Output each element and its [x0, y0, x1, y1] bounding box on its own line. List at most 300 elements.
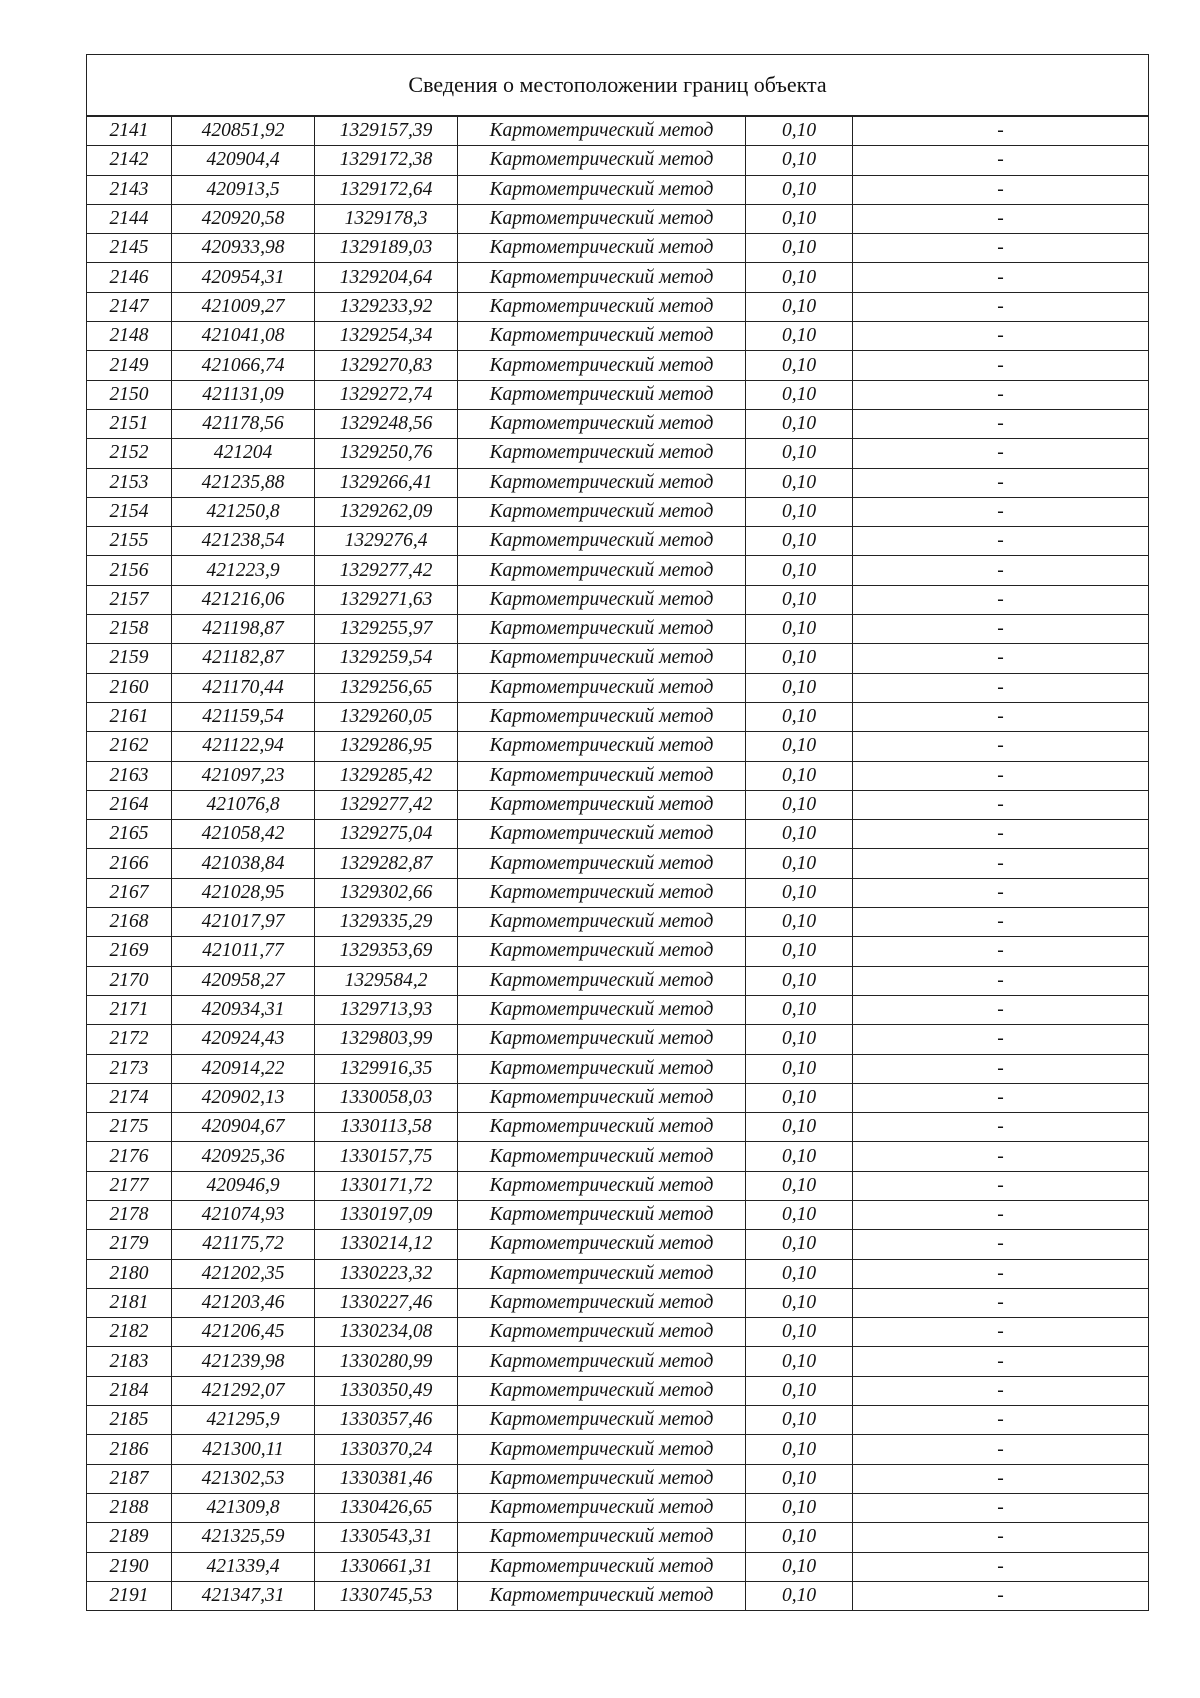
table-row: [87, 702, 1149, 731]
table-row: [87, 615, 1149, 644]
table-row: [87, 234, 1149, 263]
x-coordinate-cell: 420904,4: [172, 146, 315, 175]
method-cell: Картометрический метод: [458, 849, 746, 878]
description-cell: -: [853, 585, 1149, 614]
x-coordinate-cell: 421250,8: [172, 497, 315, 526]
description-cell: -: [853, 702, 1149, 731]
x-coordinate-cell: 421017,97: [172, 908, 315, 937]
method-cell: Картометрический метод: [458, 1406, 746, 1435]
point-number-cell: 2164: [87, 790, 172, 819]
method-cell: Картометрический метод: [458, 1464, 746, 1493]
method-cell: Картометрический метод: [458, 820, 746, 849]
y-coordinate-cell: 1330227,46: [315, 1288, 458, 1317]
description-cell: -: [853, 1464, 1149, 1493]
description-cell: -: [853, 1200, 1149, 1229]
y-coordinate-cell: 1329157,39: [315, 116, 458, 146]
description-cell: -: [853, 527, 1149, 556]
table-row: [87, 1142, 1149, 1171]
accuracy-cell: 0,10: [746, 351, 853, 380]
method-cell: Картометрический метод: [458, 1435, 746, 1464]
accuracy-cell: 0,10: [746, 527, 853, 556]
x-coordinate-cell: 420924,43: [172, 1025, 315, 1054]
method-cell: Картометрический метод: [458, 1318, 746, 1347]
y-coordinate-cell: 1330214,12: [315, 1230, 458, 1259]
point-number-cell: 2146: [87, 263, 172, 292]
description-cell: -: [853, 1376, 1149, 1405]
description-cell: -: [853, 1347, 1149, 1376]
accuracy-cell: 0,10: [746, 732, 853, 761]
method-cell: Картометрический метод: [458, 937, 746, 966]
y-coordinate-cell: 1329270,83: [315, 351, 458, 380]
y-coordinate-cell: 1330223,32: [315, 1259, 458, 1288]
method-cell: Картометрический метод: [458, 615, 746, 644]
table-row: [87, 204, 1149, 233]
table-row: [87, 439, 1149, 468]
table-row: [87, 1523, 1149, 1552]
point-number-cell: 2159: [87, 644, 172, 673]
table-row: [87, 1200, 1149, 1229]
y-coordinate-cell: 1329353,69: [315, 937, 458, 966]
x-coordinate-cell: 421216,06: [172, 585, 315, 614]
description-cell: -: [853, 673, 1149, 702]
method-cell: Картометрический метод: [458, 146, 746, 175]
point-number-cell: 2190: [87, 1552, 172, 1581]
table-row: [87, 527, 1149, 556]
accuracy-cell: 0,10: [746, 556, 853, 585]
accuracy-cell: 0,10: [746, 1435, 853, 1464]
table-row: [87, 1259, 1149, 1288]
table-row: [87, 1347, 1149, 1376]
accuracy-cell: 0,10: [746, 761, 853, 790]
method-cell: Картометрический метод: [458, 1581, 746, 1610]
description-cell: -: [853, 1142, 1149, 1171]
accuracy-cell: 0,10: [746, 1552, 853, 1581]
point-number-cell: 2145: [87, 234, 172, 263]
description-cell: -: [853, 1288, 1149, 1317]
accuracy-cell: 0,10: [746, 878, 853, 907]
point-number-cell: 2186: [87, 1435, 172, 1464]
x-coordinate-cell: 421097,23: [172, 761, 315, 790]
method-cell: Картометрический метод: [458, 1523, 746, 1552]
point-number-cell: 2177: [87, 1171, 172, 1200]
description-cell: -: [853, 937, 1149, 966]
table-row: [87, 292, 1149, 321]
y-coordinate-cell: 1330370,24: [315, 1435, 458, 1464]
table-row: [87, 644, 1149, 673]
x-coordinate-cell: 421302,53: [172, 1464, 315, 1493]
method-cell: Картометрический метод: [458, 1113, 746, 1142]
point-number-cell: 2189: [87, 1523, 172, 1552]
y-coordinate-cell: 1330058,03: [315, 1083, 458, 1112]
point-number-cell: 2144: [87, 204, 172, 233]
accuracy-cell: 0,10: [746, 175, 853, 204]
accuracy-cell: 0,10: [746, 380, 853, 409]
x-coordinate-cell: 421170,44: [172, 673, 315, 702]
point-number-cell: 2151: [87, 409, 172, 438]
y-coordinate-cell: 1329277,42: [315, 790, 458, 819]
description-cell: -: [853, 1318, 1149, 1347]
table-row: [87, 175, 1149, 204]
table-row: [87, 1171, 1149, 1200]
x-coordinate-cell: 421028,95: [172, 878, 315, 907]
description-cell: -: [853, 1406, 1149, 1435]
y-coordinate-cell: 1330280,99: [315, 1347, 458, 1376]
point-number-cell: 2160: [87, 673, 172, 702]
accuracy-cell: 0,10: [746, 1113, 853, 1142]
method-cell: Картометрический метод: [458, 702, 746, 731]
point-number-cell: 2158: [87, 615, 172, 644]
accuracy-cell: 0,10: [746, 849, 853, 878]
method-cell: Картометрический метод: [458, 1054, 746, 1083]
accuracy-cell: 0,10: [746, 908, 853, 937]
description-cell: -: [853, 322, 1149, 351]
method-cell: Картометрический метод: [458, 1171, 746, 1200]
method-cell: Картометрический метод: [458, 644, 746, 673]
x-coordinate-cell: 421159,54: [172, 702, 315, 731]
method-cell: Картометрический метод: [458, 497, 746, 526]
point-number-cell: 2182: [87, 1318, 172, 1347]
point-number-cell: 2166: [87, 849, 172, 878]
point-number-cell: 2149: [87, 351, 172, 380]
table-row: [87, 673, 1149, 702]
table-row: [87, 1552, 1149, 1581]
point-number-cell: 2184: [87, 1376, 172, 1405]
y-coordinate-cell: 1329302,66: [315, 878, 458, 907]
description-cell: -: [853, 1552, 1149, 1581]
x-coordinate-cell: 421131,09: [172, 380, 315, 409]
description-cell: -: [853, 1259, 1149, 1288]
method-cell: Картометрический метод: [458, 468, 746, 497]
table-row: [87, 263, 1149, 292]
method-cell: Картометрический метод: [458, 1288, 746, 1317]
method-cell: Картометрический метод: [458, 790, 746, 819]
description-cell: -: [853, 995, 1149, 1024]
description-cell: -: [853, 1435, 1149, 1464]
y-coordinate-cell: 1329260,05: [315, 702, 458, 731]
point-number-cell: 2188: [87, 1493, 172, 1522]
table-row: [87, 409, 1149, 438]
x-coordinate-cell: 420913,5: [172, 175, 315, 204]
method-cell: Картометрический метод: [458, 1493, 746, 1522]
x-coordinate-cell: 421066,74: [172, 351, 315, 380]
method-cell: Картометрический метод: [458, 1376, 746, 1405]
y-coordinate-cell: 1329172,38: [315, 146, 458, 175]
table-row: [87, 116, 1149, 146]
table-row: [87, 1435, 1149, 1464]
boundary-points-table: [86, 54, 1149, 1611]
description-cell: -: [853, 790, 1149, 819]
accuracy-cell: 0,10: [746, 790, 853, 819]
accuracy-cell: 0,10: [746, 673, 853, 702]
description-cell: -: [853, 1581, 1149, 1610]
accuracy-cell: 0,10: [746, 1083, 853, 1112]
point-number-cell: 2175: [87, 1113, 172, 1142]
accuracy-cell: 0,10: [746, 322, 853, 351]
accuracy-cell: 0,10: [746, 1025, 853, 1054]
point-number-cell: 2180: [87, 1259, 172, 1288]
y-coordinate-cell: 1329172,64: [315, 175, 458, 204]
method-cell: Картометрический метод: [458, 527, 746, 556]
x-coordinate-cell: 420933,98: [172, 234, 315, 263]
table-row: [87, 1493, 1149, 1522]
table-row: [87, 732, 1149, 761]
table-row: [87, 380, 1149, 409]
point-number-cell: 2165: [87, 820, 172, 849]
point-number-cell: 2143: [87, 175, 172, 204]
accuracy-cell: 0,10: [746, 1230, 853, 1259]
table-row: [87, 556, 1149, 585]
x-coordinate-cell: 421203,46: [172, 1288, 315, 1317]
table-row: [87, 1025, 1149, 1054]
table-row: [87, 1406, 1149, 1435]
y-coordinate-cell: 1329204,64: [315, 263, 458, 292]
accuracy-cell: 0,10: [746, 1347, 853, 1376]
point-number-cell: 2172: [87, 1025, 172, 1054]
method-cell: Картометрический метод: [458, 1200, 746, 1229]
accuracy-cell: 0,10: [746, 234, 853, 263]
x-coordinate-cell: 420958,27: [172, 966, 315, 995]
x-coordinate-cell: 421074,93: [172, 1200, 315, 1229]
x-coordinate-cell: 421182,87: [172, 644, 315, 673]
table-row: [87, 937, 1149, 966]
point-number-cell: 2155: [87, 527, 172, 556]
point-number-cell: 2141: [87, 116, 172, 146]
table-row: [87, 351, 1149, 380]
table-row: [87, 146, 1149, 175]
method-cell: Картометрический метод: [458, 1083, 746, 1112]
x-coordinate-cell: 420920,58: [172, 204, 315, 233]
x-coordinate-cell: 420904,67: [172, 1113, 315, 1142]
y-coordinate-cell: 1329275,04: [315, 820, 458, 849]
table-title-row: [87, 55, 1149, 117]
accuracy-cell: 0,10: [746, 1288, 853, 1317]
description-cell: -: [853, 439, 1149, 468]
accuracy-cell: 0,10: [746, 497, 853, 526]
method-cell: Картометрический метод: [458, 116, 746, 146]
x-coordinate-cell: 421238,54: [172, 527, 315, 556]
table-title: Сведения о местоположении границ объекта: [87, 55, 1149, 117]
method-cell: Картометрический метод: [458, 292, 746, 321]
y-coordinate-cell: 1329266,41: [315, 468, 458, 497]
description-cell: -: [853, 1493, 1149, 1522]
accuracy-cell: 0,10: [746, 1464, 853, 1493]
description-cell: -: [853, 1025, 1149, 1054]
table-row: [87, 878, 1149, 907]
x-coordinate-cell: 420902,13: [172, 1083, 315, 1112]
description-cell: -: [853, 1054, 1149, 1083]
y-coordinate-cell: 1330113,58: [315, 1113, 458, 1142]
accuracy-cell: 0,10: [746, 1581, 853, 1610]
y-coordinate-cell: 1329248,56: [315, 409, 458, 438]
description-cell: -: [853, 351, 1149, 380]
y-coordinate-cell: 1330350,49: [315, 1376, 458, 1405]
description-cell: -: [853, 468, 1149, 497]
y-coordinate-cell: 1329250,76: [315, 439, 458, 468]
accuracy-cell: 0,10: [746, 1376, 853, 1405]
x-coordinate-cell: 420934,31: [172, 995, 315, 1024]
point-number-cell: 2150: [87, 380, 172, 409]
table-row: [87, 1083, 1149, 1112]
table-body: [87, 55, 1149, 1611]
x-coordinate-cell: 421175,72: [172, 1230, 315, 1259]
description-cell: -: [853, 820, 1149, 849]
x-coordinate-cell: 420954,31: [172, 263, 315, 292]
description-cell: -: [853, 615, 1149, 644]
y-coordinate-cell: 1329285,42: [315, 761, 458, 790]
x-coordinate-cell: 421347,31: [172, 1581, 315, 1610]
point-number-cell: 2162: [87, 732, 172, 761]
y-coordinate-cell: 1329286,95: [315, 732, 458, 761]
table-row: [87, 1581, 1149, 1610]
accuracy-cell: 0,10: [746, 820, 853, 849]
accuracy-cell: 0,10: [746, 937, 853, 966]
table-row: [87, 1054, 1149, 1083]
point-number-cell: 2154: [87, 497, 172, 526]
x-coordinate-cell: 421122,94: [172, 732, 315, 761]
method-cell: Картометрический метод: [458, 995, 746, 1024]
table-row: [87, 585, 1149, 614]
point-number-cell: 2183: [87, 1347, 172, 1376]
y-coordinate-cell: 1330745,53: [315, 1581, 458, 1610]
y-coordinate-cell: 1330197,09: [315, 1200, 458, 1229]
point-number-cell: 2191: [87, 1581, 172, 1610]
y-coordinate-cell: 1329803,99: [315, 1025, 458, 1054]
accuracy-cell: 0,10: [746, 615, 853, 644]
method-cell: Картометрический метод: [458, 732, 746, 761]
y-coordinate-cell: 1330426,65: [315, 1493, 458, 1522]
y-coordinate-cell: 1329335,29: [315, 908, 458, 937]
method-cell: Картометрический метод: [458, 761, 746, 790]
accuracy-cell: 0,10: [746, 1493, 853, 1522]
description-cell: -: [853, 234, 1149, 263]
y-coordinate-cell: 1330543,31: [315, 1523, 458, 1552]
y-coordinate-cell: 1329276,4: [315, 527, 458, 556]
accuracy-cell: 0,10: [746, 468, 853, 497]
point-number-cell: 2168: [87, 908, 172, 937]
x-coordinate-cell: 421300,11: [172, 1435, 315, 1464]
table-row: [87, 1376, 1149, 1405]
description-cell: -: [853, 761, 1149, 790]
method-cell: Картометрический метод: [458, 556, 746, 585]
method-cell: Картометрический метод: [458, 673, 746, 702]
y-coordinate-cell: 1329584,2: [315, 966, 458, 995]
method-cell: Картометрический метод: [458, 380, 746, 409]
y-coordinate-cell: 1330357,46: [315, 1406, 458, 1435]
y-coordinate-cell: 1330171,72: [315, 1171, 458, 1200]
point-number-cell: 2185: [87, 1406, 172, 1435]
description-cell: -: [853, 1113, 1149, 1142]
point-number-cell: 2148: [87, 322, 172, 351]
x-coordinate-cell: 420914,22: [172, 1054, 315, 1083]
y-coordinate-cell: 1329282,87: [315, 849, 458, 878]
point-number-cell: 2142: [87, 146, 172, 175]
x-coordinate-cell: 421038,84: [172, 849, 315, 878]
accuracy-cell: 0,10: [746, 702, 853, 731]
point-number-cell: 2167: [87, 878, 172, 907]
method-cell: Картометрический метод: [458, 1025, 746, 1054]
description-cell: -: [853, 966, 1149, 995]
description-cell: -: [853, 1083, 1149, 1112]
x-coordinate-cell: 421239,98: [172, 1347, 315, 1376]
table-row: [87, 908, 1149, 937]
x-coordinate-cell: 421202,35: [172, 1259, 315, 1288]
accuracy-cell: 0,10: [746, 1259, 853, 1288]
method-cell: Картометрический метод: [458, 409, 746, 438]
y-coordinate-cell: 1329254,34: [315, 322, 458, 351]
document-page: [86, 54, 1148, 1611]
description-cell: -: [853, 1523, 1149, 1552]
method-cell: Картометрический метод: [458, 263, 746, 292]
x-coordinate-cell: 421198,87: [172, 615, 315, 644]
method-cell: Картометрический метод: [458, 439, 746, 468]
x-coordinate-cell: 420851,92: [172, 116, 315, 146]
x-coordinate-cell: 421235,88: [172, 468, 315, 497]
description-cell: -: [853, 556, 1149, 585]
table-row: [87, 1113, 1149, 1142]
point-number-cell: 2152: [87, 439, 172, 468]
method-cell: Картометрический метод: [458, 1230, 746, 1259]
x-coordinate-cell: 421292,07: [172, 1376, 315, 1405]
point-number-cell: 2181: [87, 1288, 172, 1317]
accuracy-cell: 0,10: [746, 1054, 853, 1083]
description-cell: -: [853, 908, 1149, 937]
point-number-cell: 2174: [87, 1083, 172, 1112]
x-coordinate-cell: 421076,8: [172, 790, 315, 819]
table-row: [87, 468, 1149, 497]
point-number-cell: 2163: [87, 761, 172, 790]
x-coordinate-cell: 421011,77: [172, 937, 315, 966]
description-cell: -: [853, 263, 1149, 292]
y-coordinate-cell: 1329178,3: [315, 204, 458, 233]
x-coordinate-cell: 420925,36: [172, 1142, 315, 1171]
x-coordinate-cell: 421223,9: [172, 556, 315, 585]
point-number-cell: 2170: [87, 966, 172, 995]
table-row: [87, 1464, 1149, 1493]
description-cell: -: [853, 732, 1149, 761]
table-row: [87, 1318, 1149, 1347]
x-coordinate-cell: 421339,4: [172, 1552, 315, 1581]
accuracy-cell: 0,10: [746, 1406, 853, 1435]
description-cell: -: [853, 116, 1149, 146]
description-cell: -: [853, 204, 1149, 233]
description-cell: -: [853, 380, 1149, 409]
y-coordinate-cell: 1330234,08: [315, 1318, 458, 1347]
x-coordinate-cell: 421178,56: [172, 409, 315, 438]
method-cell: Картометрический метод: [458, 966, 746, 995]
description-cell: -: [853, 497, 1149, 526]
point-number-cell: 2178: [87, 1200, 172, 1229]
accuracy-cell: 0,10: [746, 1142, 853, 1171]
table-row: [87, 1230, 1149, 1259]
description-cell: -: [853, 644, 1149, 673]
accuracy-cell: 0,10: [746, 409, 853, 438]
table-row: [87, 849, 1149, 878]
table-row: [87, 790, 1149, 819]
method-cell: Картометрический метод: [458, 1552, 746, 1581]
x-coordinate-cell: 421058,42: [172, 820, 315, 849]
accuracy-cell: 0,10: [746, 292, 853, 321]
accuracy-cell: 0,10: [746, 439, 853, 468]
method-cell: Картометрический метод: [458, 175, 746, 204]
point-number-cell: 2157: [87, 585, 172, 614]
x-coordinate-cell: 421325,59: [172, 1523, 315, 1552]
table-row: [87, 820, 1149, 849]
accuracy-cell: 0,10: [746, 146, 853, 175]
method-cell: Картометрический метод: [458, 1142, 746, 1171]
table-row: [87, 497, 1149, 526]
table-row: [87, 966, 1149, 995]
y-coordinate-cell: 1329233,92: [315, 292, 458, 321]
